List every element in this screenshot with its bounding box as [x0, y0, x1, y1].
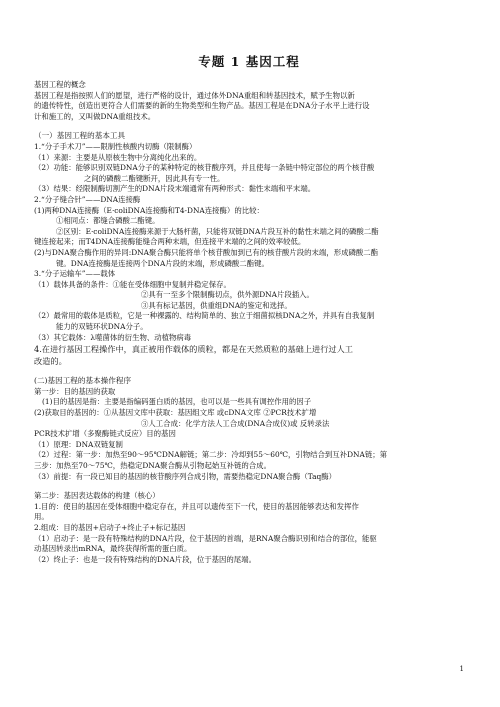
- paragraph-line: 2.组成：目的基因+启动子+终止子+标记基因: [34, 522, 186, 532]
- paragraph-line: （3）结果：经限制酶切割产生的DNA片段末端通常有两种形式：黏性末端和平末端。: [34, 184, 316, 194]
- paragraph-line: ③人工合成：化学方法人工合成(DNA合成仪)或 反转录法: [141, 418, 330, 428]
- paragraph-line: ①相同点：都缝合磷酸二酯键。: [56, 216, 160, 226]
- paragraph-line: ②具有一至多个限制酶切点，供外源DNA片段插入。: [141, 290, 314, 300]
- section-heading: (二)基因工程的基本操作程序: [34, 376, 132, 386]
- paragraph-line: （3）前提：有一段已知目的基因的核苷酸序列合成引物，需要热稳定DNA聚合酶（Taq酶）: [34, 471, 336, 481]
- page-title: 专题 1 基因工程: [198, 54, 300, 69]
- paragraph-line: （2）最常用的载体是质粒，它是一种裸露的、结构简单的、独立于细菌拟核DNA之外，并具有自我复制: [34, 311, 375, 321]
- paragraph-line: 的遗传特性，创造出更符合人们需要的新的生物类型和生物产品。基因工程是在DNA分子水平上进行设: [34, 101, 370, 111]
- paragraph-line: 三步：加热至70～75℃，热稳定DNA聚合酶从引物起始互补链的合成。: [34, 461, 271, 470]
- paragraph-line: （2）终止子：也是一段有特殊结构的DNA片段，位于基因的尾端。: [34, 554, 256, 564]
- paragraph-line: （1）启动子：是一段有特殊结构的DNA片段，位于基因的首端，是RNA聚合酶识别和结合的部位，能驱: [34, 533, 377, 543]
- spacer: [34, 367, 464, 376]
- paragraph-line: （2）过程：第一步：加热至90～95℃DNA解链；第二步：冷却到55～60℃，引物结合到互补DNA链；第: [34, 450, 387, 460]
- paragraph-line: 动基因转录出mRNA，最终获得所需的蛋白质。: [34, 544, 192, 554]
- paragraph-line: 4.在进行基因工程操作中，真正被用作载体的质粒，都是在天然质粒的基础上进行过人工: [34, 344, 353, 355]
- paragraph-line: 能力的双链环状DNA分子。: [56, 322, 148, 332]
- paragraph-line: 基因工程是指按照人们的愿望，进行严格的设计，通过体外DNA重组和转基因技术，赋予生物以新: [34, 90, 355, 100]
- paragraph-line: (1)目的基因是指：主要是指编码蛋白质的基因，也可以是一些具有调控作用的因子: [42, 397, 312, 407]
- paragraph-line: 第二步：基因表达载体的构建（核心）: [34, 491, 160, 501]
- paragraph-line: (2)与DNA聚合酶作用的异同:DNA聚合酶只能将单个核苷酸加到已有的核苷酸片段的末端，形成磷酸二酯: [34, 247, 379, 257]
- paragraph-line: 2.“分子缝合针”——DNA连接酶: [34, 194, 141, 204]
- paragraph-line: 键连接起来；而T4DNA连接酶能缝合两种末端，但连接平末端的之间的效率较低。: [34, 237, 306, 247]
- paragraph-line: （1）载体具备的条件：①能在受体细胞中复制并稳定保存。: [34, 279, 231, 289]
- paragraph-line: (1)两种DNA连接酶（E·coliDNA连接酶和T4-DNA连接酶）的比较：: [34, 205, 264, 215]
- page-number: 1: [459, 665, 464, 673]
- concept-heading: 基因工程的概念: [34, 80, 86, 89]
- paragraph-line: ②区别：E·coliDNA连接酶来源于大肠杆菌，只能将双链DNA片段互补的黏性末端之间的磷酸二酯: [56, 226, 379, 236]
- paragraph-line: （1）原理：DNA双链复制: [34, 439, 123, 449]
- paragraph-line: 第一步：目的基因的获取: [34, 386, 116, 396]
- paragraph-line: 1.目的：使目的基因在受体细胞中稳定存在，并且可以遗传至下一代，使目的基因能够表达和发挥作: [34, 501, 359, 511]
- paragraph-line: 键。DNA连接酶是连接两个DNA片段的末端，形成磷酸二酯键。: [56, 258, 269, 268]
- paragraph-line: 3.“分子运输车”——载体: [34, 269, 116, 279]
- paragraph-line: 改造的。: [34, 356, 67, 367]
- paragraph-line: 计和施工的，又叫做DNA重组技术。: [34, 111, 156, 121]
- paragraph-line: 1.“分子手术刀”——限制性核酸内切酶（限制酶）: [34, 141, 197, 151]
- paragraph-line: (2)获取目的基因的：①从基因文库中获取：基因组文库 或cDNA文库 ②PCR技术扩增: [34, 408, 317, 418]
- paragraph-line: PCR技术扩增（多聚酶链式反应）目的基因: [34, 429, 176, 439]
- paragraph-line: 用。: [34, 512, 49, 522]
- paragraph-line: （3）其它载体：λ噬菌体的衍生物、动植物病毒: [34, 332, 192, 342]
- paragraph-line: （1）来源：主要是从原核生物中分离纯化出来的。: [34, 152, 202, 162]
- section-heading: （一）基因工程的基本工具: [34, 131, 126, 141]
- paragraph-line: 之间的磷酸二酯键断开，因此具有专一性。: [84, 173, 225, 183]
- spacer: [34, 482, 464, 491]
- paragraph-line: （2）功能：能够识别双链DNA分子的某种特定的核苷酸序列，并且使每一条链中特定部位的两个核苷酸: [34, 163, 375, 173]
- paragraph-line: ③具有标记基因，供重组DNA的鉴定和选择。: [141, 300, 292, 310]
